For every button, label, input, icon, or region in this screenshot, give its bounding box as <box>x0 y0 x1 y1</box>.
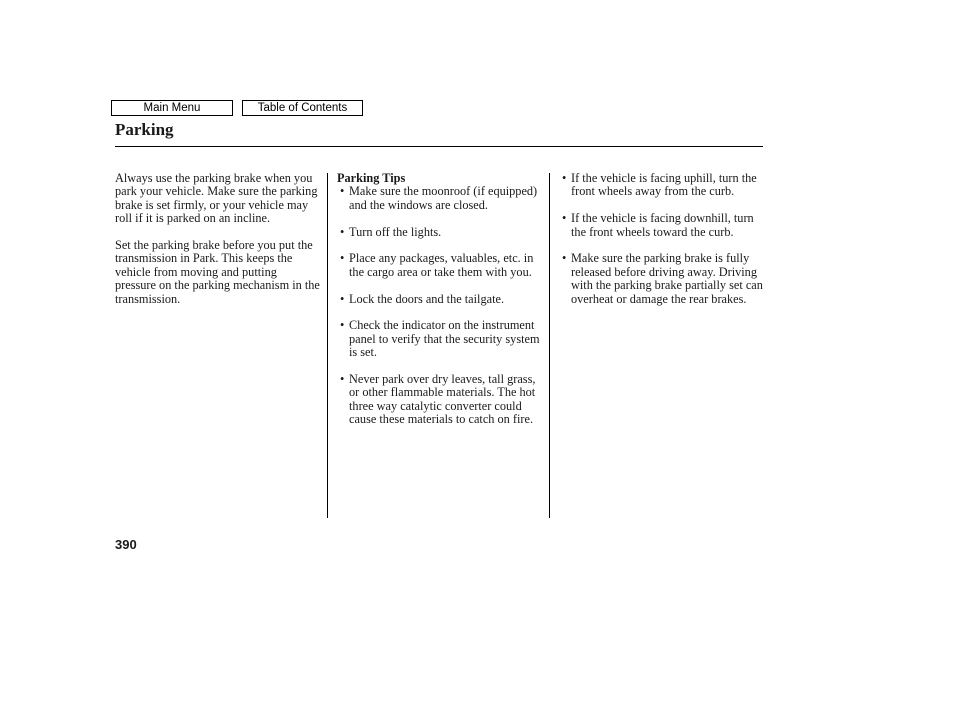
list-item-text: Make sure the parking brake is fully released before driving away. Driving with the parking brake partially set can overheat or damage the rear brakes. <box>571 251 763 306</box>
list-item <box>337 373 543 427</box>
bullet-icon: • <box>340 224 345 239</box>
list-item <box>559 212 763 239</box>
list-item-text: Never park over dry leaves, tall grass, or other flammable materials. The hot three way catalytic converter could cause these materials to catch on fire. <box>349 372 536 427</box>
list-item-text: Place any packages, valuables, etc. in the cargo area or take them with you. <box>349 251 534 279</box>
list-item-text: If the vehicle is facing downhill, turn the front wheels toward the curb. <box>571 211 754 239</box>
list-item <box>337 252 543 279</box>
slope-tips-column <box>559 172 763 319</box>
list-item-text: Make sure the moonroof (if equipped) and the windows are closed. <box>349 184 538 212</box>
list-item <box>337 185 543 212</box>
parking-tips-list <box>337 185 543 426</box>
page-title: Parking <box>115 120 174 139</box>
list-item <box>337 293 543 306</box>
list-item-text: Check the indicator on the instrument panel to verify that the security system is set. <box>349 318 540 360</box>
main-menu-button[interactable]: Main Menu <box>111 100 233 116</box>
bullet-icon: • <box>340 184 345 199</box>
bullet-icon: • <box>340 318 345 333</box>
column-divider-1 <box>327 173 328 518</box>
list-item <box>337 226 543 239</box>
bullet-icon: • <box>340 372 345 387</box>
list-item-text: If the vehicle is facing uphill, turn the front wheels away from the curb. <box>571 171 757 199</box>
bullet-icon: • <box>562 211 567 226</box>
page-number: 390 <box>115 537 137 552</box>
list-item-text: Lock the doors and the tailgate. <box>349 291 505 306</box>
intro-paragraph-1: Always use the parking brake when you park your vehicle. Make sure the parking brake is set firmly, or your vehicle may roll if it is parked on an incline. <box>115 171 318 226</box>
parking-tips-column <box>337 172 543 440</box>
intro-paragraph-2: Set the parking brake before you put the transmission in Park. This keeps the vehicle from moving and putting pressure on the parking mechanism in the transmission. <box>115 238 320 306</box>
list-item <box>559 252 763 306</box>
bullet-icon: • <box>340 251 345 266</box>
list-item <box>337 319 543 359</box>
slope-tips-list <box>559 172 763 306</box>
intro-column <box>115 172 320 319</box>
title-divider <box>115 146 763 147</box>
parking-tips-heading: Parking Tips <box>337 171 406 185</box>
list-item <box>559 172 763 199</box>
column-divider-2 <box>549 173 550 518</box>
bullet-icon: • <box>562 171 567 185</box>
bullet-icon: • <box>562 251 567 266</box>
table-of-contents-button[interactable]: Table of Contents <box>242 100 363 116</box>
list-item-text: Turn off the lights. <box>349 224 442 239</box>
bullet-icon: • <box>340 291 345 306</box>
